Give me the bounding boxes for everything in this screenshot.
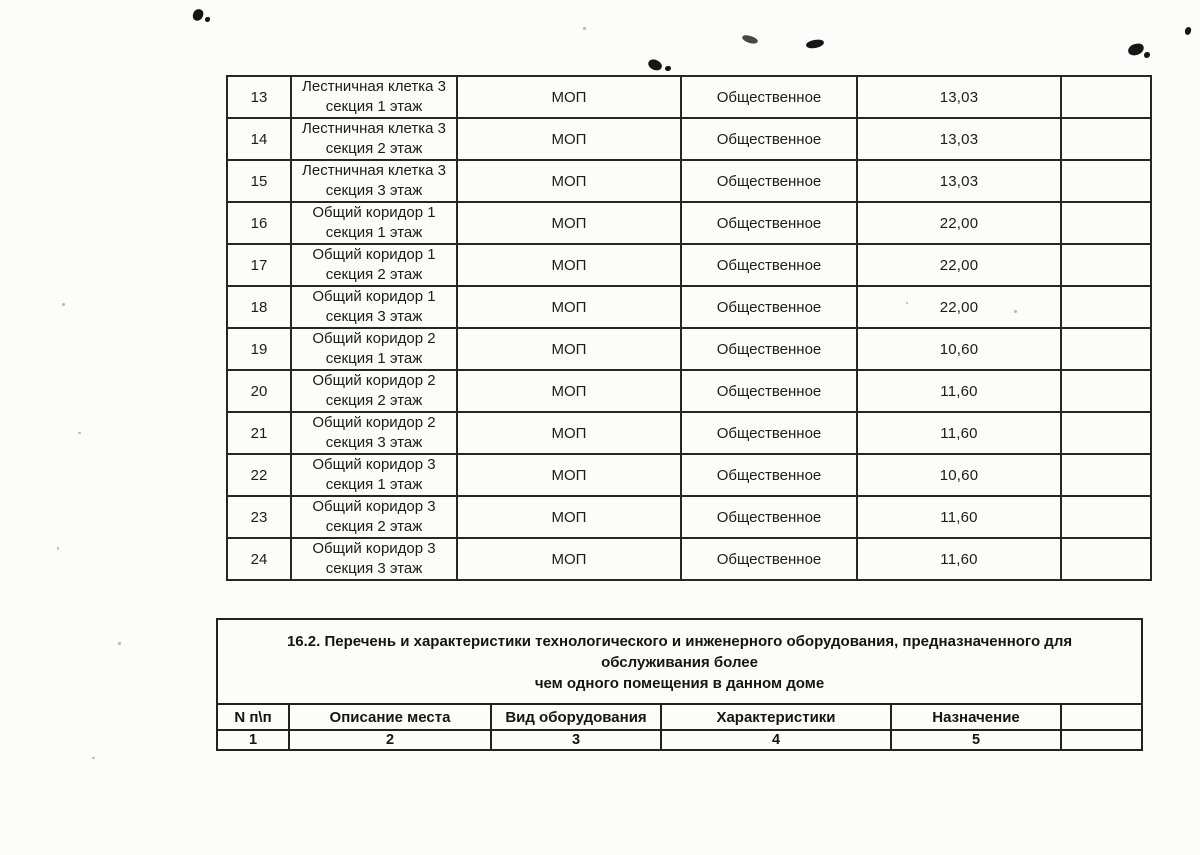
area-cell xyxy=(857,76,1061,118)
empty-cell xyxy=(1061,76,1151,118)
location-cell xyxy=(291,328,457,370)
premises-table-body xyxy=(227,76,1151,580)
row-number: 13 xyxy=(250,88,268,106)
section-title-line1: 16.2. Перечень и характеристики технологического и инженерного оборудования, предназначенного для обслуживания более xyxy=(286,633,1073,671)
type-value: МОП xyxy=(551,550,587,568)
location-line1: Общий коридор 3 xyxy=(312,498,436,515)
empty-cell xyxy=(1061,370,1151,412)
scan-speck xyxy=(646,57,663,73)
row-number: 20 xyxy=(250,382,268,400)
location-line1: Общий коридор 2 xyxy=(312,330,436,347)
purpose-value: Общественное xyxy=(716,88,822,106)
location-cell xyxy=(291,370,457,412)
empty-cell xyxy=(1061,118,1151,160)
purpose-cell xyxy=(681,118,857,160)
scan-speck xyxy=(57,547,59,550)
type-value: МОП xyxy=(551,466,587,484)
area-cell xyxy=(857,202,1061,244)
purpose-value: Общественное xyxy=(716,172,822,190)
area-value: 22,00 xyxy=(939,214,979,232)
purpose-cell xyxy=(681,328,857,370)
area-value: 10,60 xyxy=(939,466,979,484)
equipment-table xyxy=(216,618,1143,751)
purpose-value: Общественное xyxy=(716,214,822,232)
area-value: 11,60 xyxy=(940,382,978,400)
empty-cell xyxy=(1061,328,1151,370)
type-value: МОП xyxy=(551,130,587,148)
location-line1: Общий коридор 2 xyxy=(312,372,436,389)
column-number-1: 1 xyxy=(217,730,289,750)
empty-cell xyxy=(1061,160,1151,202)
table-row xyxy=(227,286,1151,328)
header-purpose: Назначение xyxy=(891,704,1061,730)
scan-speck xyxy=(806,39,825,49)
header-equipment-type: Вид оборудования xyxy=(491,704,661,730)
purpose-cell xyxy=(681,370,857,412)
table-row xyxy=(227,202,1151,244)
location-line1: Общий коридор 1 xyxy=(312,288,436,305)
row-number-cell xyxy=(227,370,291,412)
empty-cell xyxy=(1061,412,1151,454)
location-cell xyxy=(291,496,457,538)
row-number: 14 xyxy=(250,130,268,148)
header-npp: N п\п xyxy=(217,704,289,730)
scan-speck xyxy=(62,303,65,306)
type-cell xyxy=(457,286,681,328)
row-number-cell xyxy=(227,328,291,370)
premises-table xyxy=(226,75,1152,581)
location-cell xyxy=(291,118,457,160)
type-value: МОП xyxy=(551,508,587,526)
location-cell xyxy=(291,286,457,328)
area-cell xyxy=(857,160,1061,202)
purpose-cell xyxy=(681,496,857,538)
location-line2: секция 2 этаж xyxy=(325,140,423,157)
area-cell xyxy=(857,454,1061,496)
location-line2: секция 1 этаж xyxy=(325,98,423,115)
location-cell xyxy=(291,76,457,118)
type-value: МОП xyxy=(551,172,587,190)
purpose-cell xyxy=(681,538,857,580)
type-cell xyxy=(457,412,681,454)
location-line1: Лестничная клетка 3 xyxy=(302,78,446,95)
location-line1: Общий коридор 1 xyxy=(312,246,436,263)
location-line2: секция 3 этаж xyxy=(325,560,423,577)
purpose-value: Общественное xyxy=(716,256,822,274)
row-number: 18 xyxy=(250,298,268,316)
location-cell xyxy=(291,244,457,286)
purpose-cell xyxy=(681,286,857,328)
location-cell xyxy=(291,160,457,202)
header-empty-cell xyxy=(1061,704,1142,730)
row-number-cell xyxy=(227,538,291,580)
type-value: МОП xyxy=(551,340,587,358)
location-line2: секция 3 этаж xyxy=(325,434,423,451)
scan-speck xyxy=(1144,52,1150,58)
row-number: 19 xyxy=(250,340,268,358)
type-value: МОП xyxy=(551,256,587,274)
scan-speck xyxy=(1184,26,1192,35)
purpose-cell xyxy=(681,412,857,454)
table-row xyxy=(227,160,1151,202)
area-cell xyxy=(857,370,1061,412)
row-number-cell xyxy=(227,496,291,538)
area-value: 22,00 xyxy=(939,298,979,316)
area-value: 13,03 xyxy=(939,130,979,148)
header-characteristics: Характеристики xyxy=(661,704,891,730)
row-number-cell xyxy=(227,454,291,496)
purpose-cell xyxy=(681,76,857,118)
location-line1: Лестничная клетка 3 xyxy=(302,120,446,137)
area-cell xyxy=(857,118,1061,160)
table-row xyxy=(227,328,1151,370)
type-value: МОП xyxy=(551,88,587,106)
type-cell xyxy=(457,370,681,412)
table-row xyxy=(227,538,1151,580)
type-cell xyxy=(457,538,681,580)
type-value: МОП xyxy=(551,214,587,232)
numbering-empty-cell xyxy=(1061,730,1142,750)
location-line2: секция 1 этаж xyxy=(325,224,423,241)
table-row xyxy=(227,454,1151,496)
table-row xyxy=(227,496,1151,538)
empty-cell xyxy=(1061,454,1151,496)
row-number: 15 xyxy=(250,172,268,190)
location-cell xyxy=(291,202,457,244)
section-title-row xyxy=(217,619,1142,704)
row-number-cell xyxy=(227,76,291,118)
scan-speck xyxy=(583,27,586,30)
row-number: 23 xyxy=(250,508,268,526)
row-number: 24 xyxy=(250,550,268,568)
purpose-value: Общественное xyxy=(716,130,822,148)
area-value: 13,03 xyxy=(939,88,979,106)
area-value: 13,03 xyxy=(939,172,979,190)
column-number-2: 2 xyxy=(289,730,491,750)
location-line2: секция 1 этаж xyxy=(325,476,423,493)
scan-speck xyxy=(741,33,758,45)
row-number: 21 xyxy=(250,424,268,442)
location-cell xyxy=(291,454,457,496)
area-value: 22,00 xyxy=(939,256,979,274)
location-line1: Общий коридор 3 xyxy=(312,540,436,557)
section-title xyxy=(217,619,1142,704)
empty-cell xyxy=(1061,202,1151,244)
area-value: 11,60 xyxy=(940,424,978,442)
type-value: МОП xyxy=(551,298,587,316)
location-line1: Лестничная клетка 3 xyxy=(302,162,446,179)
location-line1: Общий коридор 3 xyxy=(312,456,436,473)
empty-cell xyxy=(1061,496,1151,538)
empty-cell xyxy=(1061,286,1151,328)
location-line2: секция 2 этаж xyxy=(325,518,423,535)
location-line2: секция 3 этаж xyxy=(325,182,423,199)
type-cell xyxy=(457,160,681,202)
purpose-value: Общественное xyxy=(716,550,822,568)
purpose-cell xyxy=(681,454,857,496)
header-place-description: Описание места xyxy=(289,704,491,730)
row-number: 17 xyxy=(250,256,268,274)
row-number-cell xyxy=(227,286,291,328)
equipment-header-row xyxy=(217,704,1142,730)
row-number: 16 xyxy=(250,214,268,232)
purpose-value: Общественное xyxy=(716,424,822,442)
type-cell xyxy=(457,244,681,286)
scan-speck xyxy=(1127,42,1145,57)
empty-cell xyxy=(1061,244,1151,286)
purpose-cell xyxy=(681,244,857,286)
row-number-cell xyxy=(227,202,291,244)
scan-speck xyxy=(78,432,81,434)
purpose-value: Общественное xyxy=(716,382,822,400)
purpose-cell xyxy=(681,160,857,202)
scan-speck xyxy=(92,757,95,759)
column-number-4: 4 xyxy=(661,730,891,750)
column-numbering-row xyxy=(217,730,1142,750)
location-cell xyxy=(291,538,457,580)
table-row xyxy=(227,412,1151,454)
table-row xyxy=(227,76,1151,118)
type-cell xyxy=(457,76,681,118)
scan-speck xyxy=(191,8,204,23)
type-value: МОП xyxy=(551,382,587,400)
purpose-value: Общественное xyxy=(716,340,822,358)
area-cell xyxy=(857,412,1061,454)
purpose-value: Общественное xyxy=(716,508,822,526)
column-number-3: 3 xyxy=(491,730,661,750)
area-cell xyxy=(857,538,1061,580)
scan-speck xyxy=(665,66,671,71)
table-row xyxy=(227,244,1151,286)
column-number-5: 5 xyxy=(891,730,1061,750)
location-cell xyxy=(291,412,457,454)
type-cell xyxy=(457,496,681,538)
row-number: 22 xyxy=(250,466,268,484)
area-cell xyxy=(857,496,1061,538)
section-title-line2: чем одного помещения в данном доме xyxy=(534,675,825,692)
location-line1: Общий коридор 1 xyxy=(312,204,436,221)
scan-speck xyxy=(205,17,210,22)
area-value: 10,60 xyxy=(939,340,979,358)
area-value: 11,60 xyxy=(940,508,978,526)
table-row xyxy=(227,118,1151,160)
row-number-cell xyxy=(227,244,291,286)
type-cell xyxy=(457,454,681,496)
type-value: МОП xyxy=(551,424,587,442)
purpose-value: Общественное xyxy=(716,466,822,484)
type-cell xyxy=(457,118,681,160)
location-line2: секция 3 этаж xyxy=(325,308,423,325)
location-line1: Общий коридор 2 xyxy=(312,414,436,431)
purpose-value: Общественное xyxy=(716,298,822,316)
row-number-cell xyxy=(227,412,291,454)
table-row xyxy=(227,370,1151,412)
row-number-cell xyxy=(227,118,291,160)
area-cell xyxy=(857,244,1061,286)
area-value: 11,60 xyxy=(940,550,978,568)
type-cell xyxy=(457,202,681,244)
location-line2: секция 2 этаж xyxy=(325,392,423,409)
area-cell xyxy=(857,286,1061,328)
area-cell xyxy=(857,328,1061,370)
row-number-cell xyxy=(227,160,291,202)
scan-speck xyxy=(118,642,121,645)
type-cell xyxy=(457,328,681,370)
location-line2: секция 2 этаж xyxy=(325,266,423,283)
location-line2: секция 1 этаж xyxy=(325,350,423,367)
purpose-cell xyxy=(681,202,857,244)
empty-cell xyxy=(1061,538,1151,580)
